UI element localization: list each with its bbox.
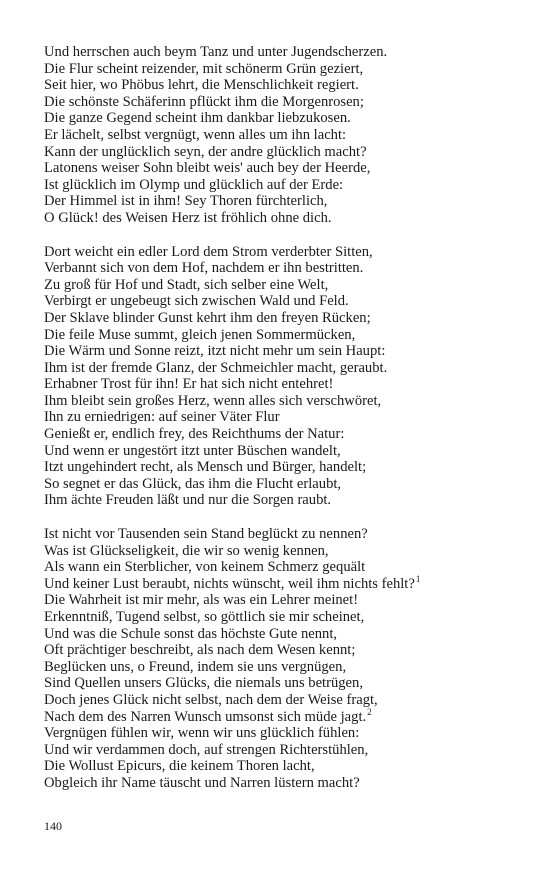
verse-line [44,459,524,476]
verse-line-text: Und was die Schule sonst das höchste Gute nennt, [44,625,338,642]
verse-line [44,127,524,144]
verse-line-text: Dort weicht ein edler Lord dem Strom verderbter Sitten, [44,243,373,260]
verse-line-text: Kann der unglücklich seyn, der andre glücklich macht? [44,143,367,160]
verse-line [44,426,524,443]
verse-line-text: Und wir verdammen doch, auf strengen Richterstühlen, [44,741,369,758]
verse-line-text: Obgleich ihr Name täuscht und Narren lüstern macht? [44,774,360,791]
verse-line-text: Zu groß für Hof und Stadt, sich selber eine Welt, [44,276,329,293]
verse-line [44,443,524,460]
verse-line [44,327,524,344]
verse-line [44,592,524,609]
verse-line-text: Die Wollust Epicurs, die keinem Thoren lacht, [44,758,315,775]
verse-line-text: Er lächelt, selbst vergnügt, wenn alles um ihn lacht: [44,126,347,143]
verse-line-text: Ihm bleibt sein großes Herz, wenn alles sich verschwöret, [44,392,382,409]
verse-line-text: Seit hier, wo Phöbus lehrt, die Menschlichkeit regiert. [44,77,359,94]
verse-line-text: Ihn zu erniedrigen: auf seiner Väter Flur [44,409,280,426]
verse-line-text: Die ganze Gegend scheint ihm dankbar liebzukosen. [44,110,351,127]
verse-line-text: Verbirgt er ungebeugt sich zwischen Wald und Feld. [44,293,349,310]
verse-line-text: Verbannt sich von dem Hof, nachdem er ihn bestritten. [44,260,364,277]
verse-line-text: Ihm ist der fremde Glanz, der Schmeichler macht, geraubt. [44,359,388,376]
verse-line-text: Ist nicht vor Tausenden sein Stand beglückt zu nennen? [44,526,368,543]
verse-line-text: Erhabner Trost für ihn! Er hat sich nicht entehret! [44,376,334,393]
verse-line [44,492,524,509]
verse-line-text: Die Wärm und Sonne reizt, itzt nicht mehr um sein Haupt: [44,343,386,360]
verse-line [44,177,524,194]
verse-line [44,193,524,210]
verse-line [44,310,524,327]
footnote-marker: 2 [367,706,372,717]
verse-line [44,343,524,360]
verse-line [44,706,524,726]
verse-line [44,277,524,294]
verse-line [44,476,524,493]
verse-line [44,758,524,775]
verse-line-text: Die schönste Schäferinn pflückt ihm die Morgenrosen; [44,93,364,110]
stanza [44,44,524,227]
verse-line-text: Der Sklave blinder Gunst kehrt ihm den freyen Rücken; [44,309,371,326]
verse-line [44,725,524,742]
verse-line [44,409,524,426]
verse-line-text: Und herrschen auch beym Tanz und unter Jugendscherzen. [44,44,388,60]
verse-line-text: Und keiner Lust beraubt, nichts wünscht, weil ihm nichts fehlt? [44,575,415,592]
verse-line [44,110,524,127]
verse-line [44,393,524,410]
verse-line [44,260,524,277]
verse-line-text: Latonens weiser Sohn bleibt weis' auch bey der Heerde, [44,160,371,177]
stanza [44,244,524,510]
verse-line-text: Die Wahrheit ist mir mehr, als was ein Lehrer meinet! [44,592,359,609]
verse-line [44,775,524,792]
verse-line-text: Doch jenes Glück nicht selbst, nach dem der Weise fragt, [44,691,378,708]
verse-line-text: Vergnügen fühlen wir, wenn wir uns glücklich fühlen: [44,725,360,742]
verse-line [44,160,524,177]
verse-line [44,210,524,227]
verse-line [44,559,524,576]
poem-page [44,44,524,809]
verse-line [44,77,524,94]
verse-line-text: Nach dem des Narren Wunsch umsonst sich müde jagt. [44,708,367,725]
verse-line [44,376,524,393]
verse-line-text: Der Himmel ist in ihm! Sey Thoren fürchterlich, [44,193,328,210]
verse-line-text: So segnet er das Glück, das ihm die Flucht erlaubt, [44,475,342,492]
verse-line [44,526,524,543]
verse-line [44,61,524,78]
page-number: 140 [44,819,62,833]
verse-line [44,609,524,626]
verse-line [44,360,524,377]
verse-line-text: Beglücken uns, o Freund, indem sie uns vergnügen, [44,658,347,675]
verse-line-text: O Glück! des Weisen Herz ist fröhlich ohne dich. [44,209,332,226]
verse-line [44,44,524,61]
verse-line-text: Erkenntniß, Tugend selbst, so göttlich sie mir scheinet, [44,609,365,625]
verse-line-text: Itzt ungehindert recht, als Mensch und Bürger, handelt; [44,459,367,476]
verse-line [44,642,524,659]
verse-line [44,675,524,692]
verse-line-text: Und wenn er ungestört itzt unter Büschen wandelt, [44,442,341,459]
verse-line [44,742,524,759]
verse-line-text: Ist glücklich im Olymp und glücklich auf der Erde: [44,176,344,193]
verse-line-text: Die feile Muse summt, gleich jenen Sommermücken, [44,326,356,343]
verse-line [44,573,524,593]
verse-line [44,659,524,676]
verse-line [44,244,524,261]
verse-line-text: Sind Quellen unsers Glücks, die niemals uns betrügen, [44,675,363,692]
verse-line [44,543,524,560]
verse-line-text: Oft prächtiger beschreibt, als nach dem Wesen kennt; [44,642,356,659]
verse-line-text: Ihm ächte Freuden läßt und nur die Sorgen raubt. [44,492,332,509]
verse-line [44,94,524,111]
poem-body [44,44,524,792]
stanza [44,526,524,792]
verse-line-text: Als wann ein Sterblicher, von keinem Schmerz gequält [44,559,366,576]
verse-line [44,293,524,310]
verse-line-text: Was ist Glückseligkeit, die wir so wenig kennen, [44,542,329,559]
verse-line-text: Genießt er, endlich frey, des Reichthums der Natur: [44,426,345,443]
verse-line [44,626,524,643]
verse-line-text: Die Flur scheint reizender, mit schönerm Grün geziert, [44,60,364,77]
verse-line [44,144,524,161]
verse-line [44,692,524,709]
footnote-marker: 1 [415,573,421,584]
